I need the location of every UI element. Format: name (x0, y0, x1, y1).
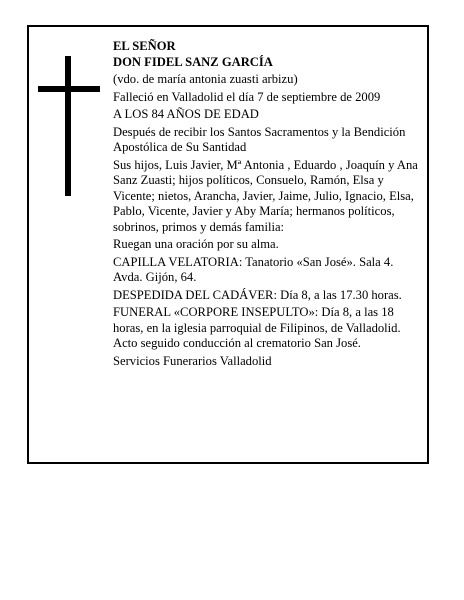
death-line: Falleció en Valladolid el día 7 de septiembre de 2009 (113, 89, 381, 104)
sacraments-paragraph: Después de recibir los Santos Sacramentos y la Bendición Apostólica de Su Santidad (113, 124, 406, 154)
deceased-name: DON FIDEL SANZ GARCÍA (113, 54, 273, 69)
farewell-paragraph: DESPEDIDA DEL CADÁVER: Día 8, a las 17.30 horas. (113, 287, 402, 302)
cross-vertical-bar (65, 56, 71, 196)
age-line: A LOS 84 AÑOS DE EDAD (113, 107, 259, 121)
widow-of-line: (vdo. de maría antonia zuasti arbizu) (113, 72, 298, 86)
obituary-text (113, 39, 423, 371)
funeral-paragraph: FUNERAL «CORPORE INSEPULTO»: Día 8, a las 18 horas, en la iglesia parroquial de Filipinos, de Valladolid. Acto seguido conducción al crematorio San José. (113, 305, 401, 350)
services-line: Servicios Funerarios Valladolid (113, 353, 272, 368)
notice-title: EL SEÑOR (113, 39, 176, 53)
family-paragraph: Sus hijos, Luis Javier, Mª Antonia , Eduardo , Joaquín y Ana Sanz Zuasti; hijos políticos, Consuelo, Ramón, Elsa y Vicente; nietos, Arancha, Javier, Jaime, Julio, Ignacio, Elsa, Pablo, Vicente, Javier y Aby María; hermanos políticos, sobrinos, primos y demás familia: (113, 157, 418, 234)
cross-horizontal-bar (38, 86, 100, 92)
chapel-paragraph: CAPILLA VELATORIA: Tanatorio «San José». Sala 4. Avda. Gijón, 64. (113, 254, 394, 284)
latin-cross-icon (38, 56, 100, 196)
prayer-line: Ruegan una oración por su alma. (113, 237, 279, 251)
